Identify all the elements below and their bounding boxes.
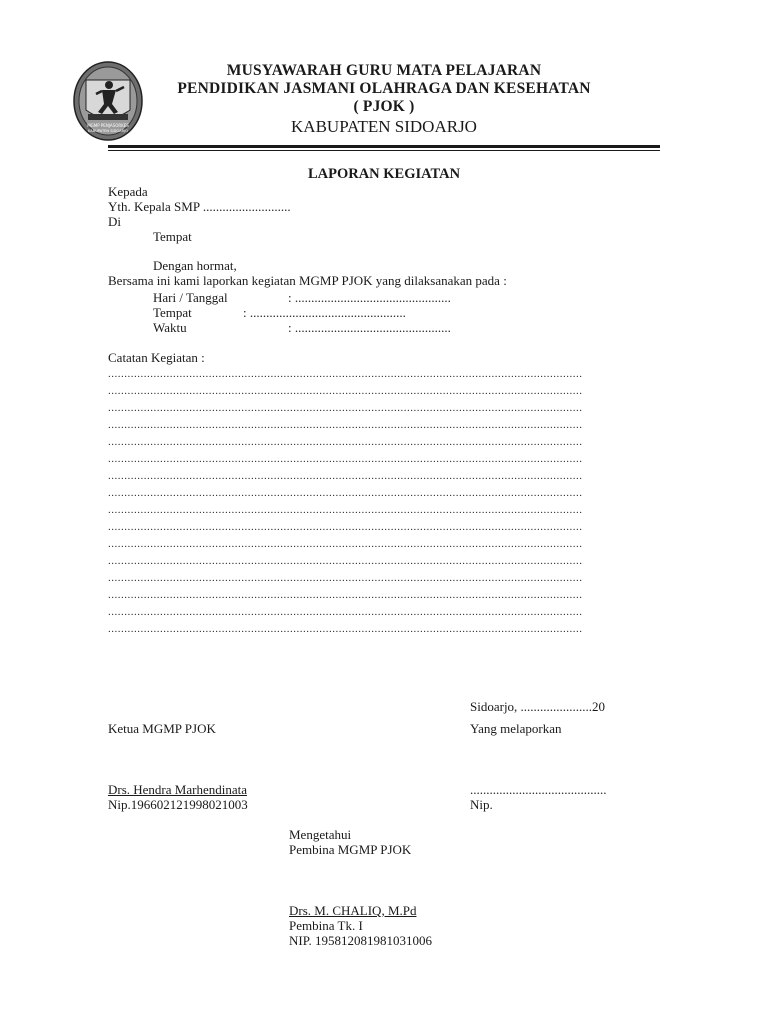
notes-line[interactable]: ..................................................................................................................................................	[108, 368, 583, 380]
notes-line[interactable]: ..................................................................................................................................................	[108, 538, 583, 550]
field-label-place: Tempat	[153, 305, 192, 320]
field-value-date[interactable]: : ................................................	[288, 290, 451, 305]
address-to: Kepada	[108, 184, 148, 199]
header-line-1: MUSYAWARAH GURU MATA PELAJARAN	[226, 62, 542, 79]
notes-line[interactable]: ..................................................................................................................................................	[108, 589, 583, 601]
ack-line-2: Pembina MGMP PJOK	[289, 842, 412, 857]
header-line-3: ( PJOK )	[353, 98, 415, 115]
notes-line[interactable]: ..................................................................................................................................................	[108, 385, 583, 397]
field-value-time[interactable]: : ................................................	[288, 320, 451, 335]
logo-text-bottom: KABUPATEN SIDOARJO	[88, 129, 128, 133]
notes-line[interactable]: ..................................................................................................................................................	[108, 555, 583, 567]
address-place: Tempat	[153, 229, 192, 244]
ack-name: Drs. M. CHALIQ, M.Pd	[289, 903, 417, 918]
notes-line[interactable]: ..................................................................................................................................................	[108, 470, 583, 482]
left-sig-role: Ketua MGMP PJOK	[108, 721, 216, 736]
notes-line[interactable]: ..................................................................................................................................................	[108, 402, 583, 414]
field-label-date: Hari / Tanggal	[153, 290, 228, 305]
left-sig-name: Drs. Hendra Marhendinata	[108, 782, 247, 797]
notes-line[interactable]: ..................................................................................................................................................	[108, 572, 583, 584]
right-sig-nip: Nip.	[470, 797, 493, 812]
document-title: LAPORAN KEGIATAN	[307, 166, 461, 182]
right-sig-name[interactable]: ..........................................	[470, 782, 607, 797]
header-line-2: PENDIDIKAN JASMANI OLAHRAGA DAN KESEHATAN	[177, 80, 591, 97]
header-divider-thin	[108, 150, 660, 151]
field-label-time: Waktu	[153, 320, 187, 335]
ack-line-1: Mengetahui	[289, 827, 352, 842]
ack-rank: Pembina Tk. I	[289, 918, 363, 933]
header-line-4: KABUPATEN SIDOARJO	[291, 117, 477, 136]
address-recipient: Yth. Kepala SMP ...........................	[108, 199, 291, 214]
left-sig-nip: Nip.196602121998021003	[108, 797, 248, 812]
right-sig-role: Yang melaporkan	[470, 721, 562, 736]
notes-line[interactable]: ..................................................................................................................................................	[108, 419, 583, 431]
ack-nip: NIP. 195812081981031006	[289, 933, 433, 948]
logo-text-top: MGMP PENJASORKES	[87, 123, 129, 128]
header-divider-thick	[108, 145, 660, 148]
notes-line[interactable]: ..................................................................................................................................................	[108, 623, 583, 635]
field-value-place[interactable]: : ................................................	[243, 305, 406, 320]
notes-line[interactable]: ..................................................................................................................................................	[108, 436, 583, 448]
place-date[interactable]: Sidoarjo, ......................20	[470, 699, 606, 714]
notes-label: Catatan Kegiatan :	[108, 350, 205, 365]
greeting: Dengan hormat,	[153, 258, 237, 273]
intro-text: Bersama ini kami laporkan kegiatan MGMP PJOK yang dilaksanakan pada :	[108, 273, 507, 288]
notes-line[interactable]: ..................................................................................................................................................	[108, 606, 583, 618]
notes-line[interactable]: ..................................................................................................................................................	[108, 453, 583, 465]
notes-line[interactable]: ..................................................................................................................................................	[108, 521, 583, 533]
address-di: Di	[108, 214, 121, 229]
notes-line[interactable]: ..................................................................................................................................................	[108, 487, 583, 499]
notes-line[interactable]: ..................................................................................................................................................	[108, 504, 583, 516]
